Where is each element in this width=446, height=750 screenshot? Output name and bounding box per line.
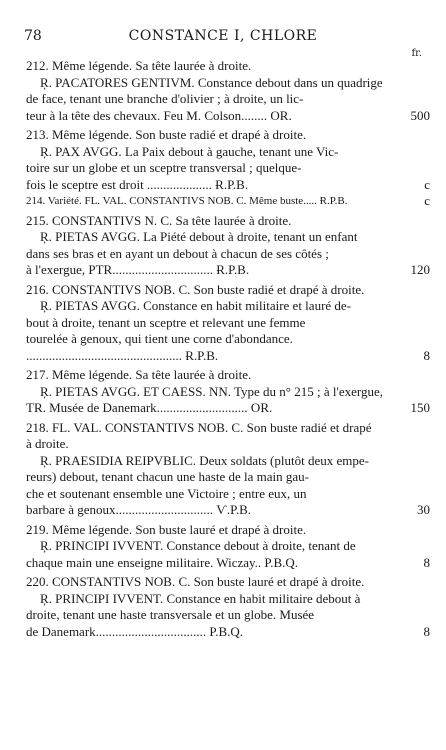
entry-text-line bbox=[26, 538, 430, 555]
entry-text-line bbox=[26, 400, 430, 417]
line-text: 218. FL. VAL. CONSTANTIVS NOB. C. Son buste radié et drapé bbox=[26, 419, 372, 435]
line-text: barbare à genoux.............................. Ѵ.P.B. bbox=[26, 502, 252, 517]
running-title: CONSTANCE I, CHLORE bbox=[128, 28, 318, 44]
line-text: chaque main une enseigne militaire. Wiczay.. P.B.Q. bbox=[26, 554, 299, 570]
line-text: ................................................ Ɍ.P.B. bbox=[26, 347, 219, 363]
line-text: droite, tenant une haste transversale et un globe. Musée bbox=[26, 607, 315, 622]
line-text: Ŗ. PRINCIPI IVVENT. Constance en habit militaire debout à bbox=[40, 590, 361, 606]
entry-text-line bbox=[26, 502, 430, 519]
entry-heading-line bbox=[26, 420, 430, 437]
entry-heading-line bbox=[26, 574, 430, 591]
rarity-value: c bbox=[424, 176, 430, 192]
line-text: 214. Variété. FL. VAL. CONSTANTIVS NOB. C. Même buste..... Ɍ.P.B. bbox=[26, 195, 348, 207]
line-text: Ŗ. PIETAS AVGG. Constance en habit militaire et lauré de- bbox=[40, 298, 352, 313]
line-text: 212. Même légende. Sa tête laurée à droite. bbox=[26, 58, 252, 73]
line-text: dans ses bras et en ayant un debout à chacun de ses côtés ; bbox=[26, 245, 329, 261]
entry-heading-line bbox=[26, 58, 430, 75]
entry-text-line bbox=[26, 75, 430, 92]
line-text: fois le sceptre est droit .................... Ɍ.P.B. bbox=[26, 176, 249, 192]
rarity-column-label: fr. bbox=[411, 48, 422, 59]
page-header bbox=[24, 28, 422, 59]
catalogue-entries bbox=[26, 58, 430, 640]
entry-text-line bbox=[26, 315, 430, 332]
line-text: 213. Même légende. Son buste radié et drapé à droite. bbox=[26, 127, 307, 142]
entry-text-line bbox=[26, 555, 430, 572]
entry-text-line bbox=[26, 591, 430, 608]
entry-text-line bbox=[26, 331, 430, 348]
line-text: de Danemark.................................. P.B.Q. bbox=[26, 623, 244, 639]
rarity-value: 8 bbox=[423, 347, 430, 363]
entry-heading-line bbox=[26, 522, 430, 539]
rarity-value: c bbox=[424, 193, 430, 208]
entry-text-line bbox=[26, 384, 430, 401]
entry-text-line bbox=[26, 436, 430, 453]
entry-text-line bbox=[26, 160, 430, 177]
entry-text-line bbox=[26, 262, 430, 279]
entry-text-line bbox=[26, 607, 430, 624]
entry-heading-line bbox=[26, 213, 430, 230]
entry-text-line bbox=[26, 246, 430, 263]
line-text: Ŗ. PRINCIPI IVVENT. Constance debout à droite, tenant de bbox=[40, 538, 356, 553]
rarity-value: 30 bbox=[417, 502, 430, 517]
entry-heading-line bbox=[26, 193, 430, 210]
entry-heading-line bbox=[26, 127, 430, 144]
entry-text-line bbox=[26, 177, 430, 194]
line-text: toire sur un globe et un sceptre transversal ; quelque- bbox=[26, 160, 302, 175]
line-text: bout à droite, tenant un sceptre et relevant une femme bbox=[26, 314, 306, 330]
line-text: reurs) debout, tenant chacun une haste de la main gau- bbox=[26, 469, 309, 484]
line-text: tourelée à genoux, qui tient une corne d'abondance. bbox=[26, 331, 293, 346]
line-text: Ŗ. PRAESIDIA REIPVBLIC. Deux soldats (plutôt deux empe- bbox=[40, 452, 369, 468]
rarity-value: 8 bbox=[423, 623, 430, 639]
rarity-value: 150 bbox=[410, 400, 430, 415]
entry-text-line bbox=[26, 624, 430, 641]
line-text: 216. CONSTANTIVS NOB. C. Son buste radié et drapé à droite. bbox=[26, 281, 365, 297]
line-text: Ŗ. PAX AVGG. La Paix debout à gauche, tenant une Vic- bbox=[40, 143, 339, 159]
rarity-value: 120 bbox=[410, 262, 430, 277]
line-text: Ŗ. PIETAS AVGG. ET CAESS. NN. Type du n° 215 ; à l'exergue, bbox=[40, 383, 383, 399]
entry-text-line bbox=[26, 469, 430, 486]
entry-text-line bbox=[26, 229, 430, 246]
line-text: che et soutenant ensemble une Victoire ; entre eux, un bbox=[26, 485, 307, 501]
line-text: 219. Même légende. Son buste lauré et drapé à droite. bbox=[26, 521, 307, 537]
rarity-value: 500 bbox=[410, 107, 430, 123]
line-text: TR. Musée de Danemark............................ OR. bbox=[26, 400, 273, 415]
line-text: 220. CONSTANTIVS NOB. C. Son buste lauré et drapé à droite. bbox=[26, 574, 365, 589]
entry-heading-line bbox=[26, 367, 430, 384]
line-text: 215. CONSTANTIVS N. C. Sa tête laurée à droite. bbox=[26, 212, 292, 228]
entry-text-line bbox=[26, 298, 430, 315]
entry-text-line bbox=[26, 144, 430, 161]
line-text: de face, tenant une branche d'olivier ; à droite, un lic- bbox=[26, 91, 304, 106]
rarity-value: 8 bbox=[423, 554, 430, 570]
entry-text-line bbox=[26, 453, 430, 470]
line-text: Ŗ. PACATORES GENTIVM. Constance debout dans un quadrige bbox=[40, 74, 383, 90]
line-text: Ŗ. PIETAS AVGG. La Piété debout à droite, tenant un enfant bbox=[40, 229, 358, 244]
entry-text-line bbox=[26, 108, 430, 125]
line-text: à droite. bbox=[26, 436, 69, 451]
entry-text-line bbox=[26, 348, 430, 365]
entry-text-line bbox=[26, 91, 430, 108]
line-text: 217. Même légende. Sa tête laurée à droite. bbox=[26, 367, 252, 382]
entry-heading-line bbox=[26, 282, 430, 299]
line-text: teur à la tête des chevaux. Feu M. Colson........ OR. bbox=[26, 107, 292, 123]
entry-text-line bbox=[26, 486, 430, 503]
line-text: à l'exergue, PTR............................... Ɍ.P.B. bbox=[26, 262, 250, 277]
page-number: 78 bbox=[24, 28, 42, 44]
